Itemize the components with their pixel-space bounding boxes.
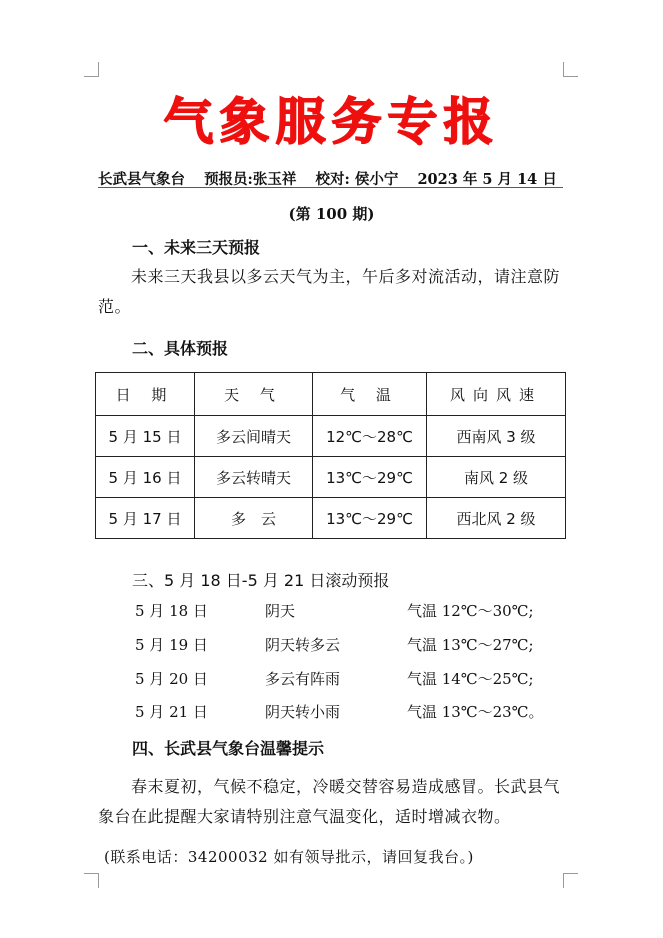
list-item (135, 600, 565, 622)
section2-heading: 二、具体预报 (132, 339, 229, 358)
table-header-row (96, 373, 566, 416)
section3-heading: 三、5 月 18 日-5 月 21 日滚动预报 (132, 571, 390, 590)
roll-temp: 气温 14℃～25℃; (407, 670, 534, 688)
roll-weather: 阴天转多云 (265, 636, 341, 654)
report-date: 2023 年 5 月 14 日 (417, 171, 557, 188)
crop-mark-top-left (84, 62, 99, 77)
table-cell: 12℃～28℃ (313, 416, 427, 457)
roll-date: 5 月 21 日 (135, 703, 208, 721)
roll-date: 5 月 18 日 (135, 602, 208, 620)
forecast-table (95, 372, 566, 539)
list-item (135, 634, 565, 656)
reviewer: 校对: 侯小宁 (315, 171, 399, 188)
roll-weather: 阴天 (265, 602, 296, 620)
roll-temp: 气温 12℃～30℃; (407, 602, 534, 620)
table-cell: 13℃～29℃ (313, 498, 427, 539)
table-cell: 西南风 3 级 (427, 416, 566, 457)
roll-temp: 气温 13℃～27℃; (407, 636, 534, 654)
table-cell: 5 月 15 日 (96, 416, 195, 457)
table-cell: 南风 2 级 (427, 457, 566, 498)
table-cell: 多云间晴天 (195, 416, 313, 457)
table-cell: 多 云 (195, 498, 313, 539)
table-cell: 西北风 2 级 (427, 498, 566, 539)
section4-heading: 四、长武县气象台温馨提示 (132, 739, 325, 758)
roll-date: 5 月 19 日 (135, 636, 208, 654)
roll-temp: 气温 13℃～23℃。 (407, 703, 544, 721)
section4-text: 春末夏初，气候不稳定，冷暖交替容易造成感冒。长武县气象台在此提醒大家请特别注意气温变化，适时增减衣物。 (98, 777, 561, 826)
table-cell: 多云转晴天 (195, 457, 313, 498)
table-row (96, 457, 566, 498)
col-weather: 天 气 (195, 373, 313, 416)
station-name: 长武县气象台 (98, 171, 185, 188)
table-row (96, 498, 566, 539)
list-item (135, 701, 565, 723)
crop-mark-bottom-right (563, 873, 578, 888)
roll-weather: 多云有阵雨 (265, 670, 341, 688)
table-row (96, 416, 566, 457)
roll-date: 5 月 20 日 (135, 670, 208, 688)
roll-weather: 阴天转小雨 (265, 703, 341, 721)
report-title: 气象服务专报 (163, 92, 500, 151)
crop-mark-bottom-left (84, 873, 99, 888)
col-temp: 气 温 (313, 373, 427, 416)
section1-text: 未来三天我县以多云天气为主，午后多对流活动，请注意防范。 (98, 267, 561, 316)
issue-number: (第 100 期) (288, 205, 375, 223)
crop-mark-top-right (563, 62, 578, 77)
section1-heading: 一、未来三天预报 (132, 238, 261, 257)
table-cell: 13℃～29℃ (313, 457, 427, 498)
forecaster: 预报员:张玉祥 (204, 171, 297, 188)
header-divider (98, 187, 563, 188)
report-meta (98, 168, 563, 189)
contact-note: (联系电话：34200032 如有领导批示，请回复我台。) (104, 848, 474, 866)
table-cell: 5 月 16 日 (96, 457, 195, 498)
col-wind: 风向风速 (427, 373, 566, 416)
table-cell: 5 月 17 日 (96, 498, 195, 539)
list-item (135, 668, 565, 690)
col-date: 日 期 (96, 373, 195, 416)
